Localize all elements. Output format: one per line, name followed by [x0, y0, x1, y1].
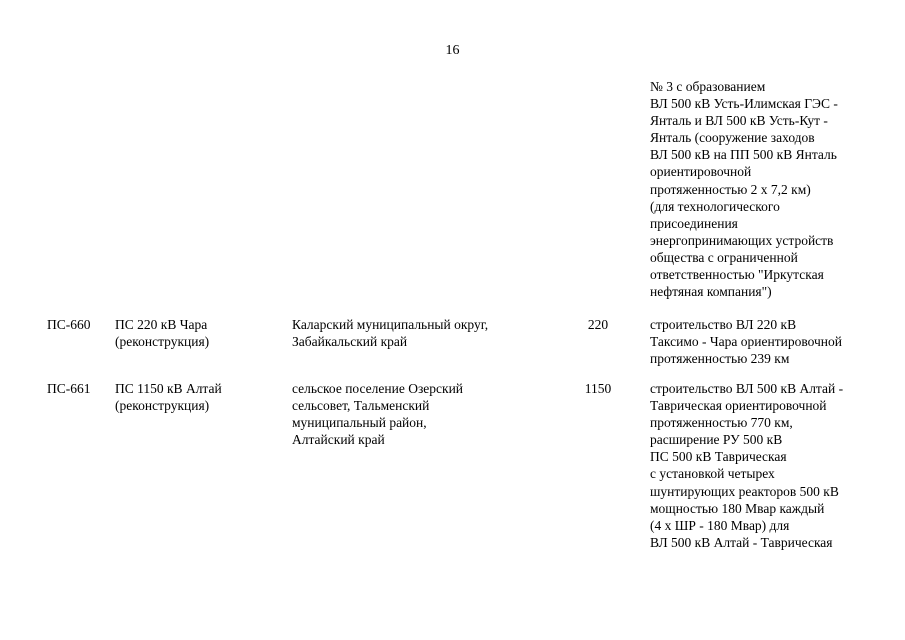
name-line: ПС 1150 кВ Алтай	[115, 381, 222, 396]
name-line: ПС 220 кВ Чара	[115, 317, 208, 332]
work-line: шунтирующих реакторов 500 кВ	[650, 483, 839, 499]
work-line: № 3 с образованием	[650, 79, 766, 94]
continuation-work-cell	[650, 78, 838, 300]
location-line: Забайкальский край	[292, 334, 408, 350]
work-line: протяженностью 239 км	[650, 351, 790, 367]
work-line: строительство ВЛ 500 кВ Алтай -	[650, 381, 844, 396]
work-line: ВЛ 500 кВ Алтай - Таврическая	[650, 534, 833, 550]
row-voltage: 1150	[584, 381, 612, 396]
work-line: присоединения	[650, 215, 738, 231]
work-line: ПС 500 кВ Таврическая	[650, 449, 787, 465]
work-line: нефтяная компания")	[650, 284, 772, 300]
work-line: с установкой четырех	[650, 466, 775, 482]
row-name	[115, 380, 222, 414]
location-line: Каларский муниципальный округ,	[292, 317, 489, 332]
row-name	[115, 316, 209, 350]
work-line: (для технологического	[650, 198, 780, 214]
location-line: муниципальный район,	[292, 415, 427, 431]
row-code: ПС-661	[47, 381, 91, 396]
page-number: 16	[445, 43, 460, 58]
work-line: ориентировочной	[650, 164, 752, 180]
work-line: Таврическая ориентировочной	[650, 398, 827, 414]
work-line: мощностью 180 Мвар каждый	[650, 500, 825, 516]
row-location	[292, 380, 463, 448]
work-line: общества с ограниченной	[650, 249, 798, 265]
work-line: расширение РУ 500 кВ	[650, 432, 783, 448]
row-voltage: 220	[587, 317, 609, 332]
row-code: ПС-660	[47, 317, 91, 332]
location-line: сельское поселение Озерский	[292, 381, 464, 396]
work-line: Таксимо - Чара ориентировочной	[650, 334, 842, 350]
work-line: ВЛ 500 кВ Усть-Илимская ГЭС -	[650, 96, 838, 112]
work-line: протяженностью 770 км,	[650, 415, 793, 431]
name-line: (реконструкция)	[115, 334, 210, 350]
location-line: Алтайский край	[292, 432, 385, 448]
work-line: ВЛ 500 кВ на ПП 500 кВ Янталь	[650, 147, 837, 163]
work-line: строительство ВЛ 220 кВ	[650, 317, 797, 332]
work-line: Янталь и ВЛ 500 кВ Усть-Кут -	[650, 113, 828, 129]
name-line: (реконструкция)	[115, 398, 210, 414]
work-line: протяженностью 2 х 7,2 км)	[650, 181, 811, 197]
row-work	[650, 380, 843, 551]
work-line: ответственностью "Иркутская	[650, 267, 824, 283]
location-line: сельсовет, Тальменский	[292, 398, 430, 414]
work-line: Янталь (сооружение заходов	[650, 130, 815, 146]
row-location	[292, 316, 488, 350]
work-line: (4 х ШР - 180 Мвар) для	[650, 517, 790, 533]
row-work	[650, 316, 842, 367]
work-line: энергопринимающих устройств	[650, 232, 834, 248]
